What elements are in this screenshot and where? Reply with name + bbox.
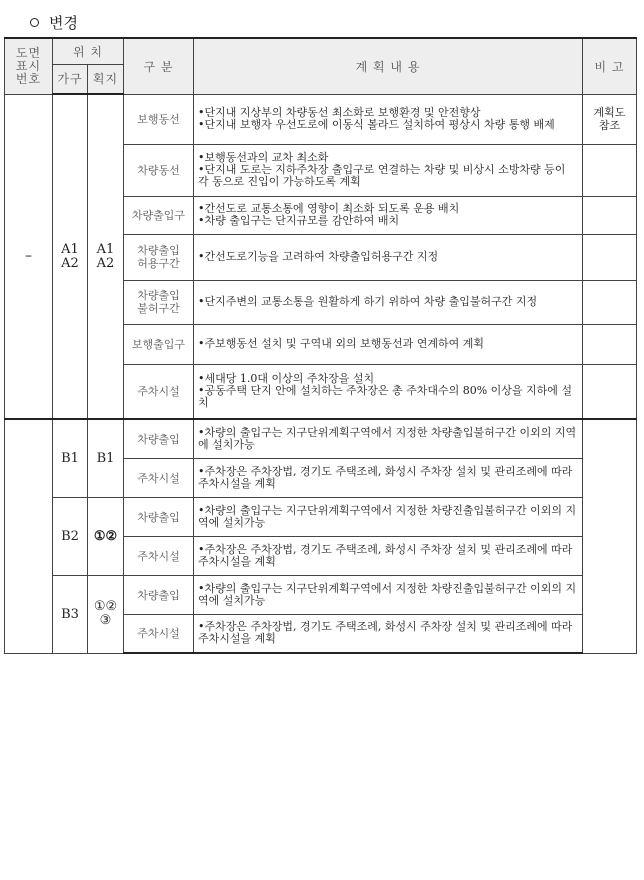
- plan-line: •단지내 보행자 우선도로에 이동식 볼라드 설치하여 평상시 차량 통행 배제: [198, 118, 555, 131]
- plan-content: [194, 196, 583, 234]
- circle-bullet-icon: [30, 18, 39, 27]
- header-category: 구 분: [124, 38, 194, 94]
- plan-line: •차량의 출입구는 지구단위계획구역에서 지정한 차량진출입불허구간 이외의 지역에 설치가능: [198, 581, 577, 607]
- plan-line: •주차장은 주차장법, 경기도 주택조례, 화성시 주차장 설치 및 관리조례에 따라 주차시설을 계획: [198, 620, 573, 646]
- note-cell: [583, 324, 637, 364]
- plan-content: [194, 614, 583, 653]
- plan-content: [194, 280, 583, 324]
- plan-line: •간선도로 교통소통에 영향이 최소화 되도록 운용 배치: [198, 202, 460, 215]
- heading-text: 변경: [49, 14, 78, 32]
- group-b3-block: B3: [53, 575, 88, 653]
- category-cell: 차량출입: [124, 575, 194, 614]
- note-cell: 계획도 참조: [583, 94, 637, 144]
- note-cell: [583, 234, 637, 280]
- plan-content: [194, 536, 583, 575]
- note-cell: [583, 280, 637, 324]
- category-cell: 주차시설: [124, 536, 194, 575]
- group-a-block: A1 A2: [53, 94, 88, 419]
- plan-line: •단지내 도로는 지하주차장 출입구로 연결하는 차량 및 비상시 소방차량 등이 각 동으로 진입이 가능하도록 계획: [198, 163, 566, 188]
- header-map-no: 도면 표시 번호: [5, 38, 53, 94]
- plan-content: [194, 94, 583, 144]
- note-cell: [583, 364, 637, 419]
- group-b1-block: B1: [53, 419, 88, 497]
- category-cell: 주차시설: [124, 614, 194, 653]
- note-cell: [583, 196, 637, 234]
- group-b2-block: B2: [53, 497, 88, 575]
- category-cell: 차량출입: [124, 419, 194, 458]
- header-location: 위 치: [53, 38, 124, 64]
- group-a-lot: A1 A2: [88, 94, 124, 419]
- group-b1-lot: B1: [88, 419, 124, 497]
- category-cell: 차량동선: [124, 144, 194, 196]
- note-cell: [583, 144, 637, 196]
- note-cell: [583, 419, 637, 653]
- category-cell: 보행동선: [124, 94, 194, 144]
- category-cell: 주차시설: [124, 364, 194, 419]
- plan-content: [194, 144, 583, 196]
- plan-line: •단지주변의 교통소통을 원활하게 하기 위하여 차량 출입불허구간 지정: [198, 295, 538, 308]
- group-b2-lot: ①②: [88, 497, 124, 575]
- plan-line: •세대당 1.0대 이상의 주차장을 설치: [198, 372, 375, 386]
- plan-line: •차량 출입구는 단지규모를 감안하여 배치: [198, 214, 400, 227]
- plan-content: [194, 364, 583, 419]
- category-cell: 차량출입 허용구간: [124, 234, 194, 280]
- category-cell: 차량출입구: [124, 196, 194, 234]
- plan-line: •공동주택 단지 안에 설치하는 주차장은 총 주차대수의 80% 이상을 지하에 설치: [198, 384, 573, 410]
- header-block: 가구: [53, 64, 88, 94]
- plan-line: •간선도로기능을 고려하여 차량출입허용구간 지정: [198, 250, 439, 263]
- category-cell: 차량출입: [124, 497, 194, 536]
- group-b-map-no: [5, 419, 53, 653]
- plan-content: [194, 497, 583, 536]
- plan-line: •주차장은 주차장법, 경기도 주택조례, 화성시 주차장 설치 및 관리조례에 따라 주차시설을 계획: [198, 542, 573, 568]
- category-cell: 보행출입구: [124, 324, 194, 364]
- plan-line: •주차장은 주차장법, 경기도 주택조례, 화성시 주차장 설치 및 관리조례에 따라 주차시설을 계획: [198, 464, 573, 490]
- group-b3-lot: ①② ③: [88, 575, 124, 653]
- plan-content: [194, 324, 583, 364]
- plan-line: •주보행동선 설치 및 구역내 외의 보행동선과 연계하여 계획: [198, 337, 484, 350]
- plan-line: •보행동선과의 교차 최소화: [198, 151, 329, 164]
- header-note: 비 고: [583, 38, 637, 94]
- plan-line: •단지내 지상부의 차량동선 최소화로 보행환경 및 안전향상: [198, 106, 481, 119]
- plan-content: [194, 575, 583, 614]
- group-a-map-no: –: [5, 94, 53, 419]
- plan-content: [194, 458, 583, 497]
- plan-line: •차량의 출입구는 지구단위계획구역에서 지정한 차량출입불허구간 이외의 지역에 설치가능: [198, 425, 577, 451]
- plan-line: •차량의 출입구는 지구단위계획구역에서 지정한 차량진출입불허구간 이외의 지역에 설치가능: [198, 503, 577, 529]
- plan-content: [194, 419, 583, 458]
- category-cell: 차량출입 불허구간: [124, 280, 194, 324]
- header-lot: 획지: [88, 64, 124, 94]
- section-heading: [30, 12, 78, 33]
- plan-content: [194, 234, 583, 280]
- header-plan: 계 획 내 용: [194, 38, 583, 94]
- category-cell: 주차시설: [124, 458, 194, 497]
- plan-table: [4, 37, 637, 654]
